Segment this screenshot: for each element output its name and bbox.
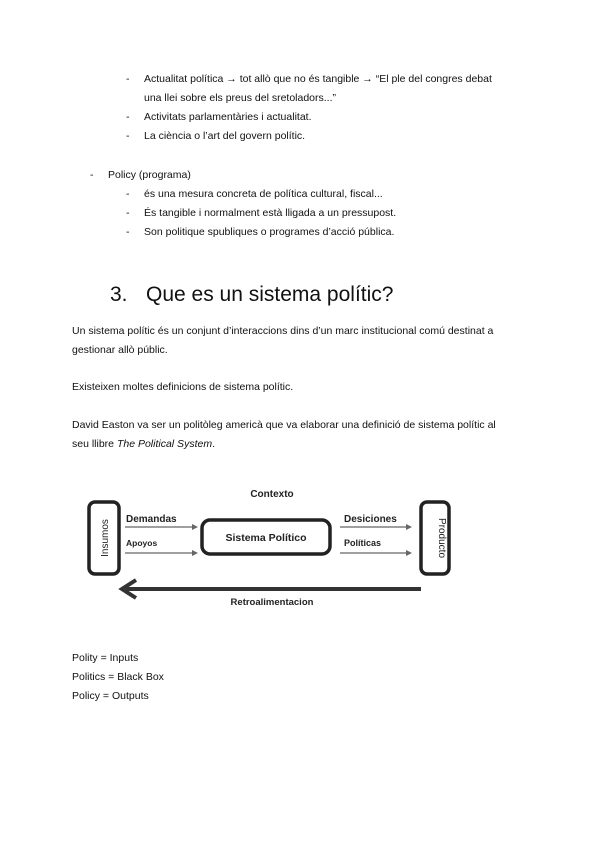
text-fragment: seu llibre <box>72 438 117 450</box>
list-item-text: La ciència o l’art del govern polític. <box>144 130 306 142</box>
demands-label: Demandas <box>126 514 177 525</box>
paragraph-line: David Easton va ser un politòleg americà que va elaborar una definició de sistema polític al <box>72 419 496 431</box>
feedback-label: Retroalimentacion <box>230 597 314 608</box>
list-item-text: una llei sobre els preus del sretoladors...” <box>144 92 337 104</box>
text-fragment: . <box>212 438 215 450</box>
bullet-dash: - <box>126 188 130 200</box>
decisions-label: Desiciones <box>344 514 397 525</box>
list-item-text: Activitats parlamentàries i actualitat. <box>144 111 312 123</box>
policies-arrowhead <box>406 550 412 556</box>
supports-arrowhead <box>192 550 198 556</box>
decisions-arrowhead <box>406 524 412 530</box>
paragraph-line: gestionar allò públic. <box>72 344 168 356</box>
paragraph-definition <box>72 322 532 360</box>
system-label: Sistema Político <box>225 532 307 544</box>
paragraph-easton <box>72 416 532 454</box>
product-label: Producto <box>436 517 447 559</box>
equivalence-line: Polity = Inputs <box>72 652 139 664</box>
paragraph-definitions <box>72 378 532 397</box>
bullet-dash: - <box>126 130 130 142</box>
list-item-text: Son politique spubliques o programes d’acció pública. <box>144 226 395 238</box>
bullet-dash: - <box>126 73 130 85</box>
list-item-text: Policy (programa) <box>108 169 191 181</box>
paragraph-line: Un sistema polític és un conjunt d’interaccions dins d’un marc institucional comú destinat a <box>72 325 494 337</box>
bullet-dash: - <box>126 226 130 238</box>
equivalence-line: Politics = Black Box <box>72 671 164 683</box>
equivalence-line: Policy = Outputs <box>72 690 149 702</box>
list-item-text: És tangible i normalment està lligada a un pressupost. <box>144 207 397 219</box>
book-title: The Political System <box>116 438 213 450</box>
policies-label: Políticas <box>344 538 382 548</box>
bullet-dash: - <box>90 169 94 181</box>
inputs-label: Insumos <box>100 519 111 557</box>
section-heading <box>110 283 393 307</box>
diagram-svg <box>84 482 454 612</box>
bullet-dash: - <box>126 207 130 219</box>
bullet-dash: - <box>126 111 130 123</box>
list-item-text: és una mesura concreta de política cultural, fiscal... <box>144 188 383 200</box>
paragraph-line <box>72 435 532 454</box>
list-item-text: Actualitat política → tot allò que no és tangible → “El ple del congres debat <box>144 73 492 85</box>
supports-label: Apoyos <box>126 538 158 548</box>
paragraph-line: Existeixen moltes definicions de sistema polític. <box>72 381 294 393</box>
diagram-context-label: Contexto <box>250 489 294 500</box>
demands-arrowhead <box>192 524 198 530</box>
easton-system-diagram <box>84 482 454 612</box>
section-number: 3. <box>110 283 128 306</box>
section-title: Que es un sistema polític? <box>146 283 394 306</box>
